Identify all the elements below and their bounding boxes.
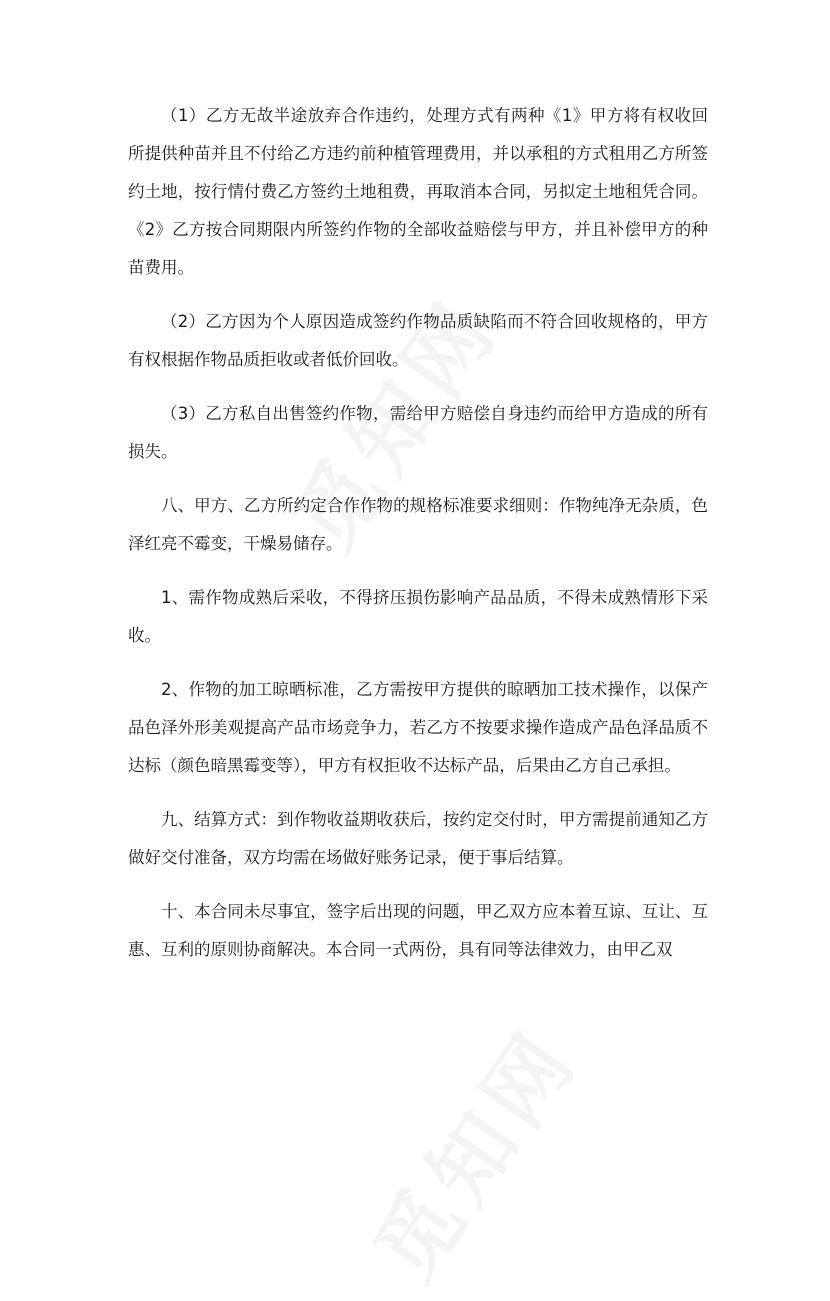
paragraph-gap (128, 785, 708, 801)
paragraph-gap (128, 563, 708, 579)
paragraph-gap (128, 287, 708, 303)
paragraph-breach-quality: （2）乙方因为个人原因造成签约作物品质缺陷而不符合回收规格的，甲方有权根据作物品质拒收或者低价回收。 (128, 312, 708, 369)
document-body (128, 97, 708, 969)
paragraph-gap (128, 877, 708, 893)
paragraph-item-1: 1、需作物成熟后采收，不得挤压损伤影响产品品质，不得未成熟情形下采收。 (128, 588, 708, 645)
paragraph-breach-abandon: （1）乙方无故半途放弃合作违约，处理方式有两种《1》甲方将有权收回所提供种苗并且不付给乙方违约前种植管理费用，并以承租的方式租用乙方所签约土地，按行情付费乙方签约土地租费，再取消本合同，另拟定土地租凭合同。《2》乙方按合同期限内所签约作物的全部收益赔偿与甲方，并且补偿甲方的种苗费用。 (128, 106, 708, 277)
paragraph-section-10: 十、本合同未尽事宜，签字后出现的问题，甲乙双方应本着互谅、互让、互惠、互利的原则协商解决。本合同一式两份，具有同等法律效力，由甲乙双 (128, 902, 708, 959)
paragraph-gap (128, 655, 708, 671)
paragraph-gap (128, 471, 708, 487)
paragraph-item-2: 2、作物的加工晾晒标准，乙方需按甲方提供的晾晒加工技术操作，以保产品色泽外形美观提高产品市场竞争力，若乙方不按要求操作造成产品色泽品质不达标（颜色暗黑霉变等），甲方有权拒收不达标产品，后果由乙方自己承担。 (128, 680, 708, 775)
paragraph-gap (128, 379, 708, 395)
paragraph-breach-private-sale: （3）乙方私自出售签约作物，需给甲方赔偿自身违约而给甲方造成的所有损失。 (128, 404, 708, 461)
paragraph-section-9: 九、结算方式：到作物收益期收获后，按约定交付时，甲方需提前通知乙方做好交付准备，双方均需在场做好账务记录，便于事后结算。 (128, 810, 708, 867)
paragraph-section-8: 八、甲方、乙方所约定合作作物的规格标准要求细则：作物纯净无杂质，色泽红亮不霉变，干燥易储存。 (128, 496, 708, 553)
watermark-logo (341, 1000, 602, 1300)
